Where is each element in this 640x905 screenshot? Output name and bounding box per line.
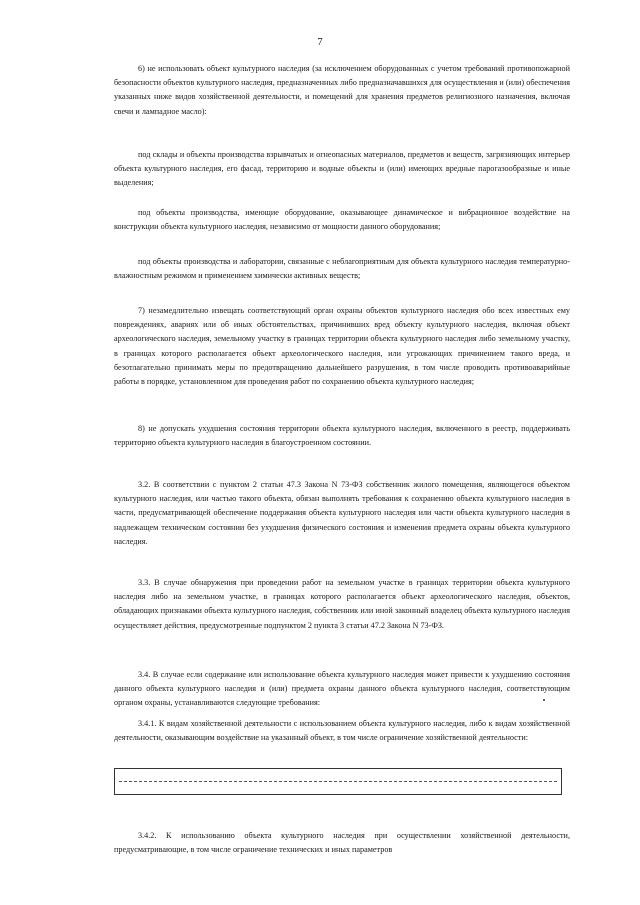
paragraph-8: 8) не допускать ухудшения состояния территории объекта культурного наследия, включенного в реестр, поддерживать территорию объекта культурного наследия в благоустроенном состоянии. <box>114 424 570 448</box>
paragraph-6: 6) не использовать объект культурного наследия (за исключением оборудованных с учетом требований противопожарной безопасности объектов культурного наследия, предназначенных либо предназначавшихся для осуществления и (или) обеспечения указанных ниже видов хозяйственной деятельности, и помещений для хранения предметов религиозного назначения, включая свечи и лампадное масло): <box>114 64 570 116</box>
paragraph-warehouses: под склады и объекты производства взрывчатых и огнеопасных материалов, предметов и веществ, загрязняющих интерьер объекта культурного наследия, его фасад, территорию и водные объекты и (или) имеющих вредные парогазообразные и иные выделения; <box>114 150 570 188</box>
page-number: 7 <box>317 36 323 48</box>
paragraph-3-4-2: 3.4.2. К использованию объекта культурного наследия при осуществлении хозяйственной деятельности, предусматривающие, в том числе ограничение технических и иных параметров <box>114 831 570 855</box>
dashed-fill-line <box>119 781 557 782</box>
paragraph-3-3: 3.3. В случае обнаружения при проведении работ на земельном участке в границах территории объекта культурного наследия либо на земельном участке, в границах которого располагается объект археологического наследия, объектов, обладающих признаками объекта культурного наследия, собственник или иной законный владелец объекта культурного наследия осуществляет действия, предусмотренные подпунктом 2 пункта 3 статьи 47.2 Закона N 73-ФЗ. <box>114 578 570 630</box>
paragraph-3-2: 3.2. В соответствии с пунктом 2 статьи 47.3 Закона N 73-ФЗ собственник жилого помещения, являющегося объектом культурного наследия, или частью такого объекта, обязан выполнять требования к сохранению объекта культурного наследия в части, предусматривающей обеспечение поддержания объекта культурного наследия или части объекта культурного наследия в надлежащем техническом состоянии без ухудшения физического состояния и изменения предмета охраны объекта культурного наследия. <box>114 480 570 546</box>
paragraph-7: 7) незамедлительно извещать соответствующий орган охраны объектов культурного наследия обо всех известных ему повреждениях, авариях или об иных обстоятельствах, причинивших вред объекту культурного наследия, включая объект археологического наследия, земельному участку в границах территории объекта культурного наследия либо земельному участку, в границах которого располагается объект археологического наследия, или угрожающих причинением такого вреда, и безотлагательно принимать меры по предотвращению дальнейшего разрушения, в том числе проводить противоаварийные работы в порядке, установленном для проведения работ по сохранению объекта культурного наследия; <box>114 306 570 387</box>
scan-speck <box>543 699 545 701</box>
paragraph-3-4: 3.4. В случае если содержание или использование объекта культурного наследия может привести к ухудшению состояния данного объекта культурного наследия и (или) предмета охраны данного объекта культурного наследия, соответствующим органом охраны, устанавливаются следующие требования: <box>114 670 570 708</box>
blank-form-field <box>114 768 562 795</box>
paragraph-3-4-1: 3.4.1. К видам хозяйственной деятельности с использованием объекта культурного наследия, либо к видам хозяйственной деятельности, оказывающим воздействие на указанный объект, в том числе ограничение хозяйственной деятельности: <box>114 719 570 743</box>
paragraph-laboratories: под объекты производства и лаборатории, связанные с неблагоприятным для объекта культурного наследия температурно-влажностным режимом и применением химически активных веществ; <box>114 257 570 281</box>
paragraph-vibration: под объекты производства, имеющие оборудование, оказывающее динамическое и вибрационное воздействие на конструкции объекта культурного наследия, независимо от мощности данного оборудования; <box>114 208 570 232</box>
